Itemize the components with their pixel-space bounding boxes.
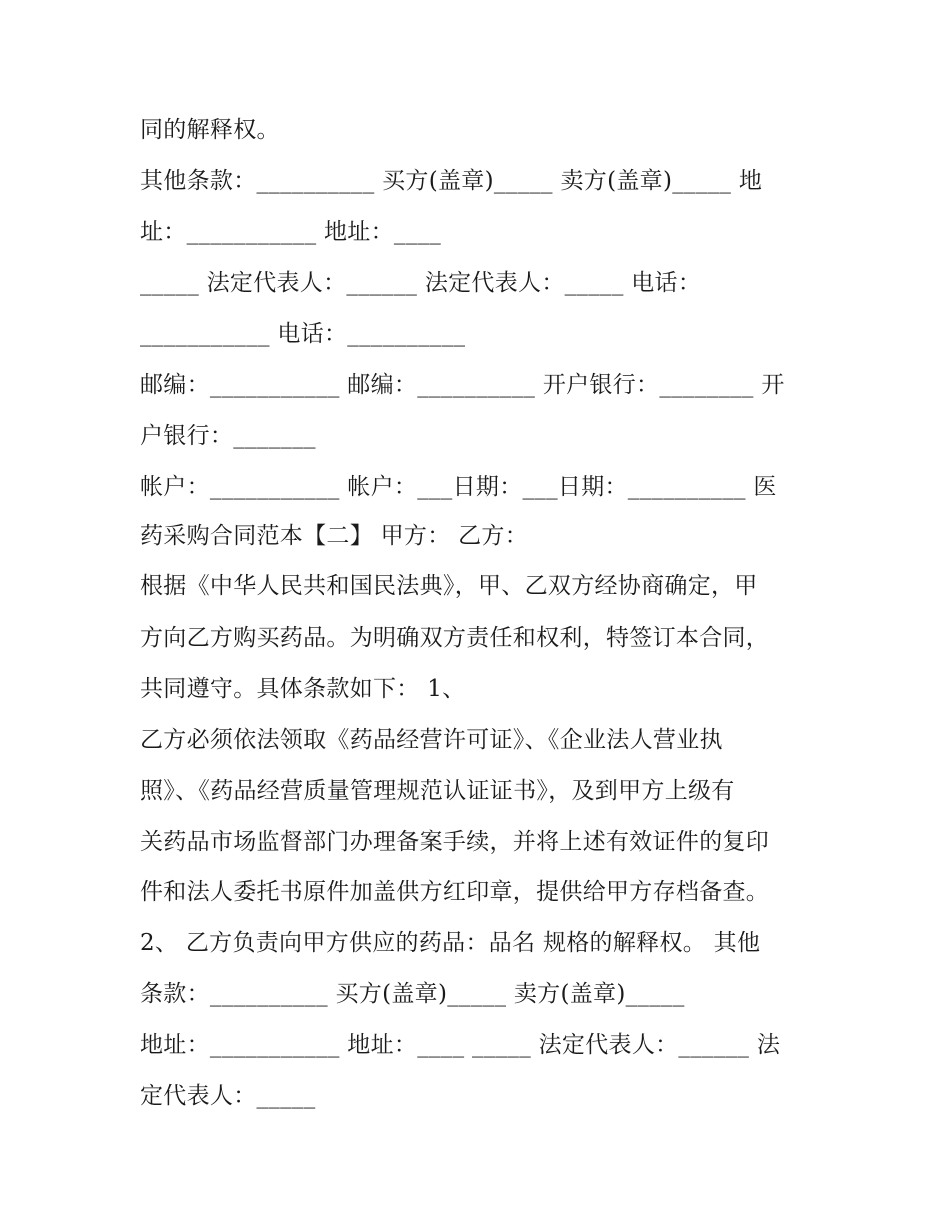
text-line-10: 根据《中华人民共和国民法典》，甲、乙双方经协商确定，甲 (140, 573, 758, 599)
text-line-18: 条款：__________ 买方(盖章)_____ 卖方(盖章)_____ (140, 981, 685, 1007)
text-line-12: 共同遵守。具体条款如下： 1、 (140, 676, 466, 702)
text-line-1: 同的解释权。 (140, 117, 280, 143)
text-line-19: 地址：___________ 地址：____ _____ 法定代表人：______ 法 (140, 1032, 781, 1058)
text-line-9: 药采购合同范本【二】 甲方： 乙方： (140, 523, 529, 549)
text-line-3: 址：___________ 地址：____ (140, 219, 442, 245)
text-line-11: 方向乙方购买药品。为明确双方责任和权利，特签订本合同， (140, 625, 770, 651)
text-line-13: 乙方必须依法领取《药品经营许可证》、《企业法人营业执 (140, 727, 723, 753)
text-line-15: 关药品市场监督部门办理备案手续，并将上述有效证件的复印 (140, 829, 770, 855)
text-line-4: _____ 法定代表人：______ 法定代表人：_____ 电话： (140, 270, 702, 296)
text-line-2: 其他条款：__________ 买方(盖章)_____ 卖方(盖章)_____ 地 (140, 168, 763, 194)
text-line-6: 邮编：___________ 邮编：__________ 开户银行：________ 开 (140, 372, 785, 398)
text-line-8: 帐户：___________ 帐户：___日期：___日期：__________ 医 (140, 474, 777, 500)
text-line-5: ___________ 电话：__________ (140, 321, 466, 347)
text-line-16: 件和法人委托书原件加盖供方红印章，提供给甲方存档备查。 (140, 879, 770, 905)
text-line-20: 定代表人：_____ (140, 1083, 316, 1109)
text-line-14: 照》、《药品经营质量管理规范认证证书》，及到甲方上级有 (140, 778, 735, 804)
text-line-17: 2、 乙方负责向甲方供应的药品：品名 规格的解释权。 其他 (140, 930, 761, 956)
text-line-7: 户银行：_______ (140, 423, 316, 449)
